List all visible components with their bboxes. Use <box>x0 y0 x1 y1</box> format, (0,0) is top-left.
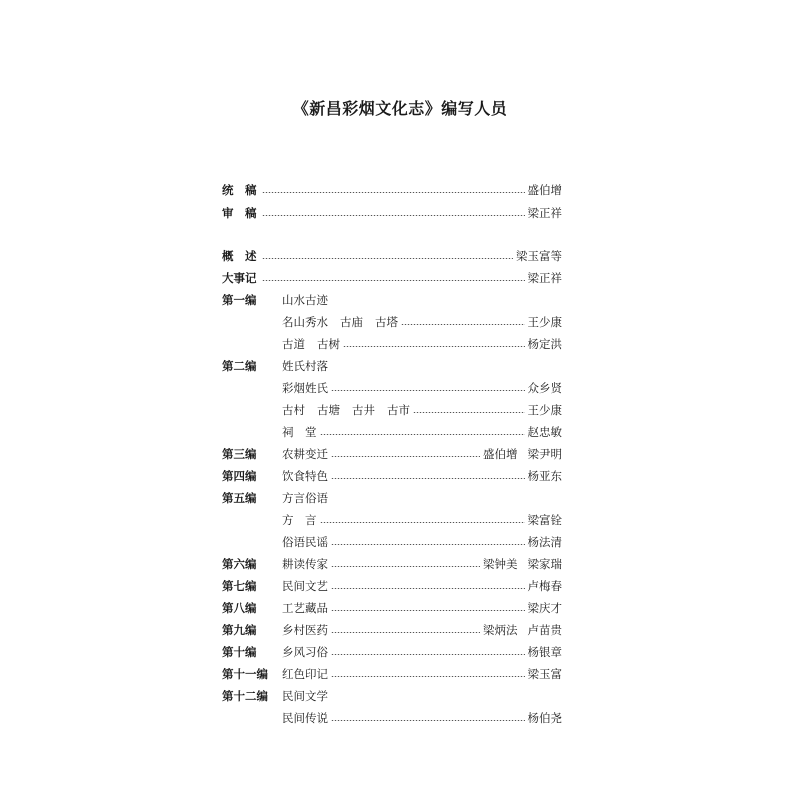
author-name-part: 梁炳法 <box>483 623 518 637</box>
entry-title-part: 古塔 <box>375 315 398 329</box>
author-name: 赵忠敏 <box>527 425 562 439</box>
list-item <box>222 665 562 683</box>
list-item <box>222 247 562 265</box>
leader-dots <box>262 258 514 259</box>
author-name <box>483 555 562 573</box>
list-item <box>222 445 562 463</box>
list-item <box>222 335 562 353</box>
role-label: 统 稿 <box>222 183 257 197</box>
leader-dots <box>413 412 525 413</box>
entry-title-part: 古庙 <box>340 315 363 329</box>
author-name: 梁富铨 <box>527 513 562 527</box>
author-name: 王少康 <box>527 403 562 417</box>
page-title: 《新昌彩烟文化志》编写人员 <box>292 99 508 118</box>
author-name-part: 梁家瑞 <box>527 557 562 571</box>
entry-title: 民间文学 <box>282 689 328 703</box>
entry-title-part: 名山秀水 <box>282 315 328 329</box>
author-name: 梁玉富 <box>527 667 562 681</box>
leader-dots <box>262 192 525 193</box>
entry-title <box>282 335 340 353</box>
entry-title: 乡风习俗 <box>282 645 328 659</box>
list-item <box>222 423 562 441</box>
author-name <box>483 621 562 639</box>
leader-dots <box>331 654 525 655</box>
list-item <box>222 181 562 199</box>
entry-title: 民间文艺 <box>282 579 328 593</box>
section-label: 第一编 <box>222 293 257 307</box>
list-item <box>222 555 562 573</box>
author-name-part: 盛伯增 <box>483 447 518 461</box>
entry-title-part: 古树 <box>317 337 340 351</box>
entry-title: 方 言 <box>282 513 317 527</box>
list-item <box>222 533 562 551</box>
entry-title: 乡村医药 <box>282 623 328 637</box>
leader-dots <box>262 215 525 216</box>
section-label: 第三编 <box>222 447 257 461</box>
section-label: 第七编 <box>222 579 257 593</box>
entry-title: 红色印记 <box>282 667 328 681</box>
author-name: 杨法清 <box>527 535 562 549</box>
entry-title: 山水古迹 <box>282 293 328 307</box>
leader-dots <box>331 588 525 589</box>
role-label: 审 稿 <box>222 206 257 220</box>
role-label: 大事记 <box>222 271 257 285</box>
list-item <box>222 577 562 595</box>
section-label: 第十编 <box>222 645 257 659</box>
list-item <box>222 269 562 287</box>
author-name: 梁玉富等 <box>516 249 562 263</box>
author-name: 卢梅春 <box>527 579 562 593</box>
list-item <box>222 204 562 222</box>
list-item <box>222 709 562 727</box>
section-label: 第五编 <box>222 491 257 505</box>
list-item <box>222 467 562 485</box>
list-item <box>222 511 562 529</box>
list-item <box>222 313 562 331</box>
entry-title: 农耕变迁 <box>282 447 328 461</box>
entry-title: 方言俗语 <box>282 491 328 505</box>
section-label: 第八编 <box>222 601 257 615</box>
list-item <box>222 291 562 309</box>
entry-title <box>282 401 410 419</box>
entry-title: 彩烟姓氏 <box>282 381 328 395</box>
leader-dots <box>331 632 480 633</box>
leader-dots <box>331 720 525 721</box>
author-name: 众乡贤 <box>527 381 562 395</box>
section-label: 第四编 <box>222 469 257 483</box>
entry-title: 俗语民谣 <box>282 535 328 549</box>
entry-title: 姓氏村落 <box>282 359 328 373</box>
author-name: 杨银章 <box>527 645 562 659</box>
author-name: 盛伯增 <box>527 183 562 197</box>
author-name: 杨亚东 <box>527 469 562 483</box>
section-label: 第九编 <box>222 623 257 637</box>
list-item <box>222 687 562 705</box>
leader-dots <box>320 434 525 435</box>
leader-dots <box>343 346 525 347</box>
leader-dots <box>262 280 525 281</box>
author-name <box>483 445 562 463</box>
leader-dots <box>331 610 525 611</box>
entry-title: 民间传说 <box>282 711 328 725</box>
author-name: 梁正祥 <box>527 206 562 220</box>
author-name: 王少康 <box>527 315 562 329</box>
leader-dots <box>401 324 525 325</box>
entry-title-part: 古井 <box>352 403 375 417</box>
author-name-part: 梁钟美 <box>483 557 518 571</box>
entry-title: 耕读传家 <box>282 557 328 571</box>
list-item <box>222 401 562 419</box>
section-label: 第十一编 <box>222 667 268 681</box>
list-item <box>222 357 562 375</box>
entry-title: 祠 堂 <box>282 425 317 439</box>
entry-title-part: 古塘 <box>317 403 340 417</box>
entry-title <box>282 313 398 331</box>
entry-title-part: 古市 <box>387 403 410 417</box>
author-name-part: 梁尹明 <box>527 447 562 461</box>
leader-dots <box>331 566 480 567</box>
list-item <box>222 621 562 639</box>
section-label: 第十二编 <box>222 689 268 703</box>
section-label: 第六编 <box>222 557 257 571</box>
leader-dots <box>331 390 525 391</box>
list-item <box>222 643 562 661</box>
section-label: 第二编 <box>222 359 257 373</box>
author-name: 梁庆才 <box>527 601 562 615</box>
leader-dots <box>331 456 480 457</box>
entry-title-part: 古道 <box>282 337 305 351</box>
author-name-part: 卢苗贵 <box>527 623 562 637</box>
leader-dots <box>331 544 525 545</box>
role-label: 概 述 <box>222 249 257 263</box>
leader-dots <box>331 676 525 677</box>
author-name: 梁正祥 <box>527 271 562 285</box>
list-item <box>222 599 562 617</box>
author-name: 杨定洪 <box>527 337 562 351</box>
list-item <box>222 489 562 507</box>
leader-dots <box>331 478 525 479</box>
entry-title-part: 古村 <box>282 403 305 417</box>
list-item <box>222 379 562 397</box>
leader-dots <box>320 522 525 523</box>
author-name: 杨伯尧 <box>527 711 562 725</box>
entry-title: 工艺藏品 <box>282 601 328 615</box>
entry-title: 饮食特色 <box>282 469 328 483</box>
